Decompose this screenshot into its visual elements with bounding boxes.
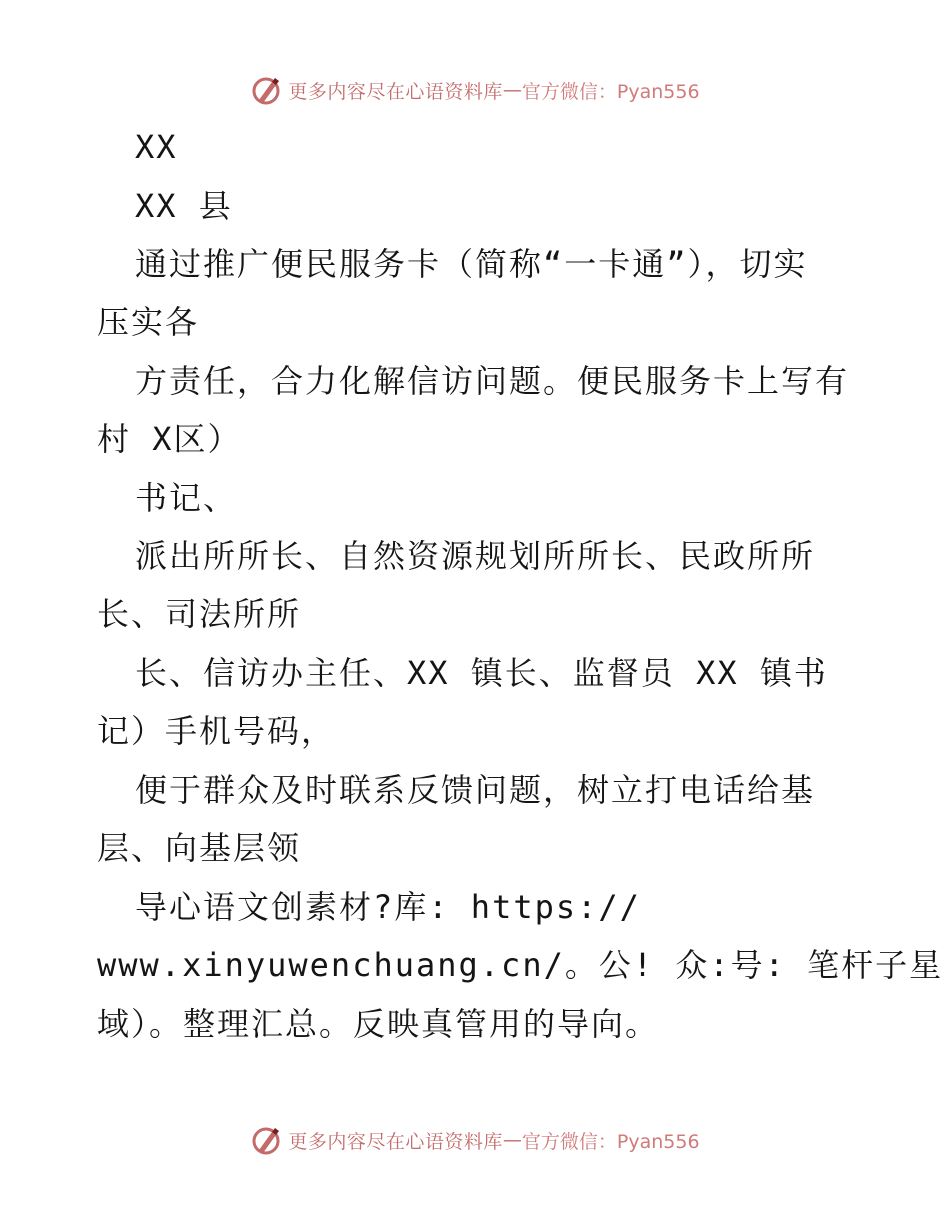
text-line: 长、信访办主任、XX 镇长、监督员 XX 镇书 [135, 654, 828, 692]
text-line: 便于群众及时联系反馈问题，树立打电话给基 [135, 771, 816, 809]
text-line: 派出所所长、自然资源规划所所长、民政所所 [135, 537, 816, 575]
text-line: 层、向基层领 [97, 829, 302, 867]
page-footer [0, 1120, 950, 1160]
text-line: XX [135, 128, 178, 166]
header-separator: — [502, 79, 522, 101]
footer-official-account: 官方微信：Pyan556 [521, 1130, 700, 1153]
text-line: 压实各 [97, 303, 200, 341]
text-line: XX 县 [135, 187, 233, 225]
pen-circle-logo-icon [250, 1124, 282, 1156]
text-line: 域）。整理汇总。反映真管用的导向。 [97, 1005, 660, 1043]
page-header [0, 70, 950, 110]
text-line: 通过推广便民服务卡（简称“一卡通”），切实 [135, 245, 808, 283]
header-brand-text: 更多内容尽在心语资料库 [288, 80, 503, 103]
text-line: 书记、 [135, 479, 238, 517]
text-line: www.xinyuwenchuang.cn/。公! 众:号: 笔杆子星 [97, 946, 944, 984]
footer-brand-text: 更多内容尽在心语资料库 [288, 1130, 503, 1153]
text-line: 村 X区） [97, 420, 242, 458]
text-line: 方责任，合力化解信访问题。便民服务卡上写有 [135, 362, 850, 400]
text-line: 记）手机号码， [97, 712, 336, 750]
text-line: 导心语文创素材?库: https:// [135, 888, 641, 926]
pen-circle-logo-icon [250, 74, 282, 106]
footer-separator: — [502, 1129, 522, 1151]
header-official-account: 官方微信：Pyan556 [521, 80, 700, 103]
text-line: 长、司法所所 [97, 595, 302, 633]
